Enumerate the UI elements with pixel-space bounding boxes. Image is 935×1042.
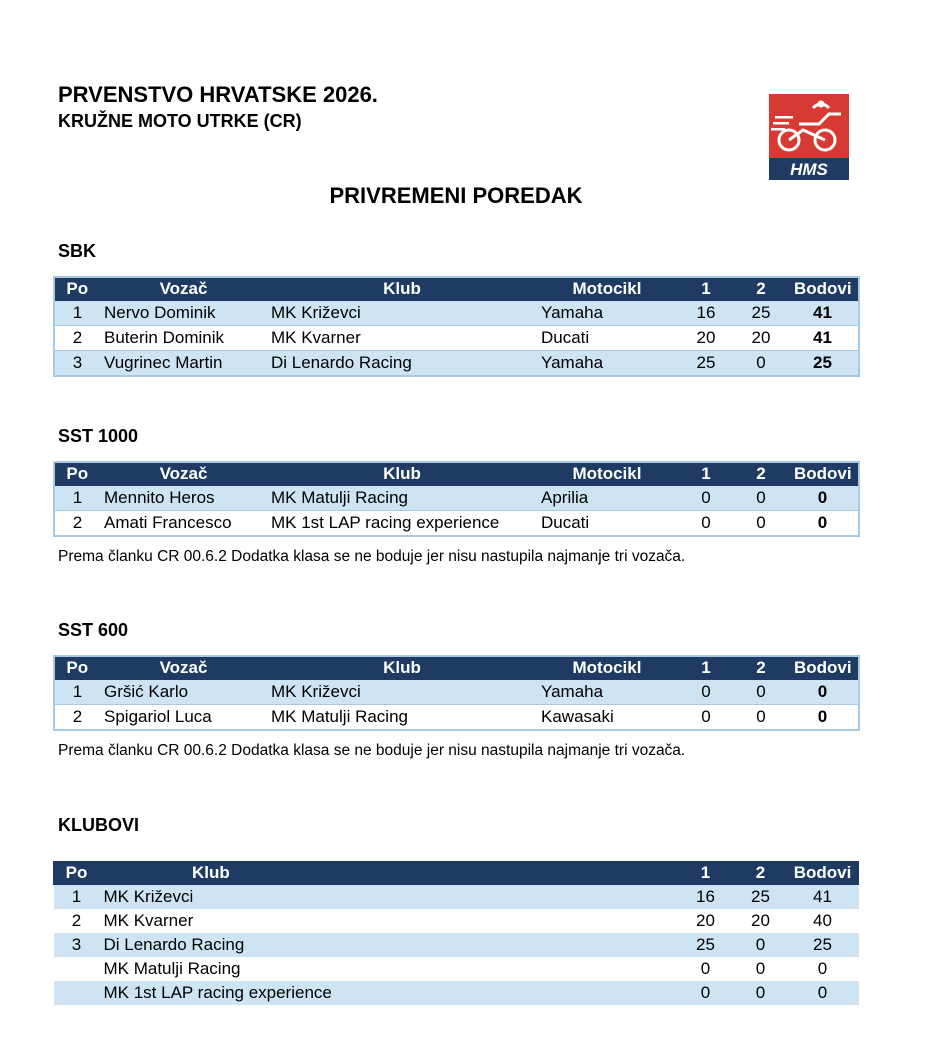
col-race2: 2: [735, 462, 787, 486]
cell-race1: 25: [696, 935, 715, 954]
cell-race2: 25: [751, 887, 770, 906]
col-bodovi: Bodovi: [787, 462, 859, 486]
cell-race2: 0: [755, 935, 766, 954]
table-sst600: [53, 655, 860, 731]
cell-po: 1: [54, 301, 100, 326]
cell-klub: MK Matulji Racing: [267, 486, 537, 511]
cell-bodovi: 41: [787, 301, 859, 326]
cell-po: 1: [54, 486, 100, 511]
cell-race1: 0: [700, 959, 711, 978]
cell-vozac: Nervo Dominik: [100, 301, 267, 326]
cell-po: 3: [71, 935, 82, 954]
cell-bodovi: 0: [787, 486, 859, 511]
cell-klub: MK Križevci: [103, 887, 194, 906]
table-header: [54, 862, 859, 885]
table-row: [54, 705, 859, 731]
cell-vozac: Buterin Dominik: [100, 326, 267, 351]
cell-race2: 0: [735, 680, 787, 705]
cell-po: [54, 957, 100, 981]
cell-klub: Di Lenardo Racing: [103, 935, 245, 954]
cell-race2: 0: [735, 705, 787, 731]
cell-race1: 20: [677, 326, 735, 351]
col-race2: 2: [735, 277, 787, 301]
cell-klub: MK 1st LAP racing experience: [267, 511, 537, 537]
cell-po: 2: [54, 326, 100, 351]
cell-klub: MK Kvarner: [267, 326, 537, 351]
cell-race2: 20: [735, 326, 787, 351]
col-po: Po: [54, 462, 100, 486]
cell-race1: 0: [677, 705, 735, 731]
section-title-sst1000: SST 1000: [58, 426, 139, 446]
section-title-sbk: SBK: [58, 241, 97, 261]
cell-bodovi: 0: [787, 680, 859, 705]
col-klub: Klub: [100, 862, 677, 885]
col-vozac: Vozač: [100, 462, 267, 486]
championship-subtitle: KRUŽNE MOTO UTRKE (CR): [58, 111, 302, 131]
cell-klub: MK Kvarner: [103, 911, 194, 930]
col-bodovi: Bodovi: [787, 277, 859, 301]
col-vozac: Vozač: [100, 656, 267, 680]
cell-vozac: Amati Francesco: [100, 511, 267, 537]
col-klub: Klub: [267, 462, 537, 486]
cell-race1: 20: [696, 911, 715, 930]
cell-po: 3: [54, 351, 100, 377]
cell-klub: MK Križevci: [267, 680, 537, 705]
cell-race1: 0: [677, 486, 735, 511]
table-row: [54, 511, 859, 537]
col-po: Po: [54, 277, 100, 301]
col-po: Po: [54, 862, 100, 885]
col-race1: 1: [677, 277, 735, 301]
cell-po: [54, 981, 100, 1005]
table-row: [54, 933, 859, 957]
note-sst600: Prema članku CR 00.6.2 Dodatka klasa se ne boduje jer nisu nastupila najmanje tri vozača.: [58, 742, 686, 759]
col-race2: 2: [735, 656, 787, 680]
cell-bodovi: 0: [817, 983, 828, 1002]
cell-bodovi: 41: [787, 326, 859, 351]
table-row: [54, 351, 859, 377]
cell-motocikl: Yamaha: [537, 301, 677, 326]
cell-bodovi: 40: [813, 911, 832, 930]
cell-vozac: Vugrinec Martin: [100, 351, 267, 377]
cell-bodovi: 0: [787, 705, 859, 731]
note-sst1000: Prema članku CR 00.6.2 Dodatka klasa se ne boduje jer nisu nastupila najmanje tri vozača.: [58, 548, 686, 565]
col-po: Po: [54, 656, 100, 680]
cell-po: 1: [71, 887, 82, 906]
cell-vozac: Mennito Heros: [100, 486, 267, 511]
cell-race1: 25: [677, 351, 735, 377]
cell-motocikl: Yamaha: [537, 680, 677, 705]
cell-po: 2: [71, 911, 82, 930]
table-row: [54, 981, 859, 1005]
cell-race1: 0: [677, 680, 735, 705]
cell-klub: MK Križevci: [267, 301, 537, 326]
cell-race1: 16: [696, 887, 715, 906]
cell-bodovi: 25: [787, 351, 859, 377]
table-row: [54, 301, 859, 326]
col-motocikl: Motocikl: [537, 462, 677, 486]
cell-motocikl: Yamaha: [537, 351, 677, 377]
svg-text:HMS: HMS: [790, 160, 828, 179]
table-row: [54, 680, 859, 705]
col-motocikl: Motocikl: [537, 656, 677, 680]
cell-klub: Di Lenardo Racing: [267, 351, 537, 377]
cell-klub: MK Matulji Racing: [103, 959, 241, 978]
table-sbk: [53, 276, 860, 377]
table-row: [54, 957, 859, 981]
table-klubovi: [53, 861, 859, 1005]
cell-bodovi: 0: [817, 959, 828, 978]
cell-bodovi: 25: [813, 935, 832, 954]
cell-bodovi: 0: [787, 511, 859, 537]
cell-po: 2: [54, 511, 100, 537]
col-race2: 2: [735, 862, 787, 885]
cell-po: 2: [54, 705, 100, 731]
table-header: [54, 462, 859, 486]
table-row: [54, 885, 859, 910]
col-race1: 1: [677, 862, 735, 885]
cell-race2: 0: [755, 959, 766, 978]
cell-race1: 0: [677, 511, 735, 537]
championship-title: PRVENSTVO HRVATSKE 2026.: [58, 82, 378, 107]
cell-po: 1: [54, 680, 100, 705]
table-sst1000: [53, 461, 860, 537]
col-klub: Klub: [267, 277, 537, 301]
cell-race2: 25: [735, 301, 787, 326]
col-vozac: Vozač: [100, 277, 267, 301]
cell-motocikl: Ducati: [537, 511, 677, 537]
hms-logo: [769, 94, 849, 180]
table-header: [54, 656, 859, 680]
cell-motocikl: Kawasaki: [537, 705, 677, 731]
cell-race2: 0: [735, 351, 787, 377]
col-klub: Klub: [267, 656, 537, 680]
section-title-klubovi: KLUBOVI: [58, 815, 139, 835]
table-row: [54, 326, 859, 351]
cell-race2: 0: [735, 511, 787, 537]
col-bodovi: Bodovi: [787, 656, 859, 680]
cell-motocikl: Aprilia: [537, 486, 677, 511]
table-row: [54, 909, 859, 933]
cell-race2: 20: [751, 911, 770, 930]
cell-race2: 0: [755, 983, 766, 1002]
page-heading: PRIVREMENI POREDAK: [329, 183, 583, 208]
col-race1: 1: [677, 462, 735, 486]
cell-vozac: Spigariol Luca: [100, 705, 267, 731]
cell-bodovi: 41: [813, 887, 832, 906]
cell-race1: 0: [700, 983, 711, 1002]
cell-vozac: Gršić Karlo: [100, 680, 267, 705]
cell-klub: MK 1st LAP racing experience: [103, 983, 332, 1002]
col-race1: 1: [677, 656, 735, 680]
cell-race1: 16: [677, 301, 735, 326]
cell-klub: MK Matulji Racing: [267, 705, 537, 731]
cell-motocikl: Ducati: [537, 326, 677, 351]
cell-race2: 0: [735, 486, 787, 511]
col-bodovi: Bodovi: [787, 862, 859, 885]
col-motocikl: Motocikl: [537, 277, 677, 301]
table-row: [54, 486, 859, 511]
table-header: [54, 277, 859, 301]
section-title-sst600: SST 600: [58, 620, 129, 640]
